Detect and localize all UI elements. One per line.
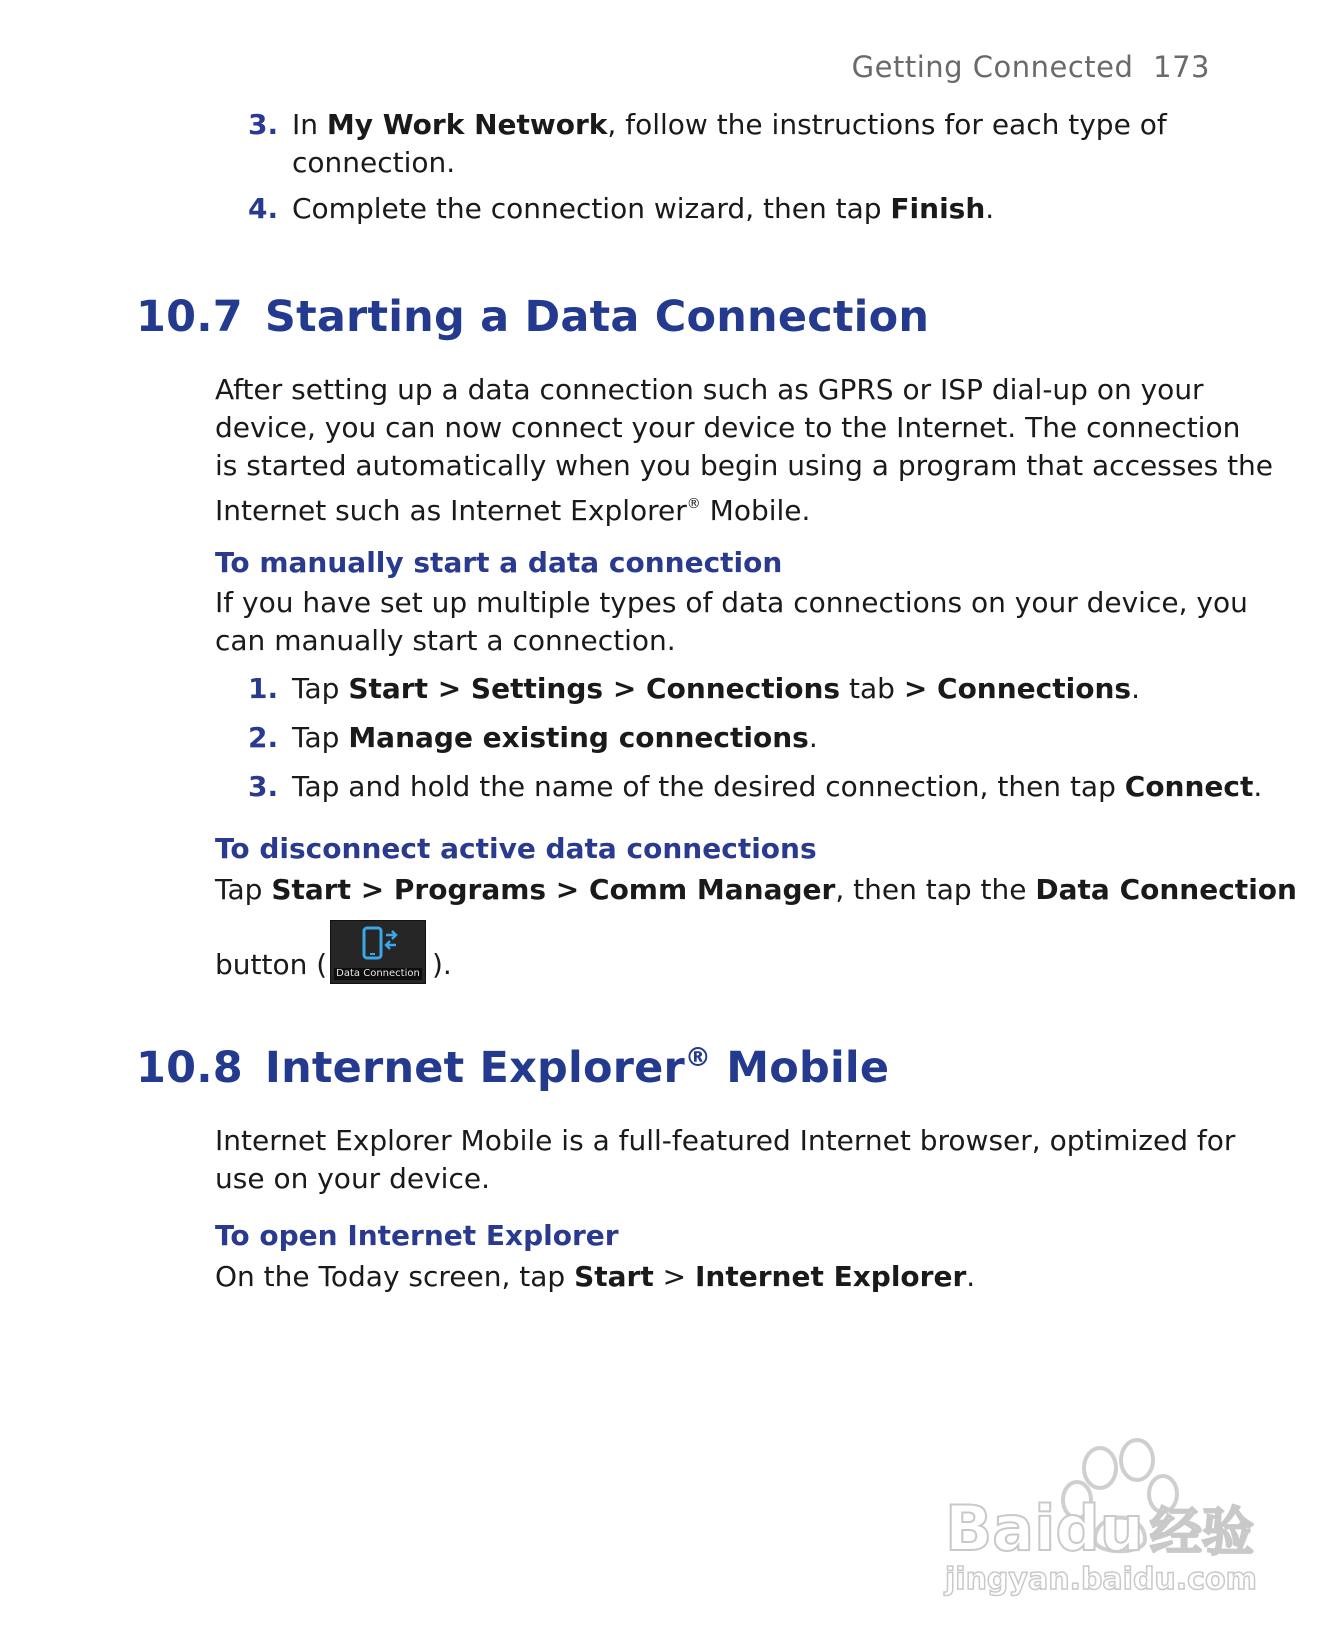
section-title-10-8 [136, 1043, 889, 1093]
step-text-part: In [292, 108, 327, 141]
paragraph-line [215, 485, 1273, 530]
section-number: 10.8 [136, 1043, 243, 1093]
paragraph-line: is started automatically when you begin using a program that accesses the [215, 449, 1274, 482]
paragraph-text: button ( [215, 948, 328, 981]
disconnect-line-2 [215, 946, 327, 984]
step-number: 3. [248, 108, 279, 141]
paragraph-text: On the Today screen, tap [215, 1260, 575, 1293]
section-number: 10.7 [136, 292, 243, 342]
paragraph-bold: Start > Programs > Comm Manager [271, 873, 836, 906]
disconnect-line-2-end [432, 946, 452, 984]
registered-mark: ® [684, 1043, 712, 1073]
step-text-part: , follow the instructions for each type of [607, 108, 1167, 141]
section-title-10-7 [136, 292, 929, 342]
step-number: 2. [248, 721, 279, 754]
page-number: 173 [1153, 50, 1210, 84]
step-number: 1. [248, 672, 279, 705]
baidu-watermark [945, 1420, 1265, 1600]
step-text-bold: Start > Settings > Connections [348, 672, 841, 705]
paragraph-text: Mobile. [700, 494, 811, 527]
step-text [292, 768, 1262, 806]
step-text-part: Tap [292, 672, 349, 705]
step-text [292, 190, 994, 228]
step-text-bold: > Connections [903, 672, 1132, 705]
section-10-8-paragraph [215, 1122, 1235, 1198]
section-10-7-paragraph [215, 371, 1273, 530]
step-text-part: connection. [292, 146, 456, 179]
step-text-part: . [808, 721, 818, 754]
paragraph-line: use on your device. [215, 1162, 490, 1195]
paragraph-line: device, you can now connect your device to the Internet. The connection [215, 411, 1241, 444]
paragraph-text: Internet such as Internet Explorer [215, 494, 687, 527]
step-text-part: . [985, 192, 995, 225]
paragraph-text: > [653, 1260, 696, 1293]
phone-arrows-icon [361, 926, 401, 968]
paragraph-line: can manually start a connection. [215, 624, 676, 657]
registered-mark: ® [686, 496, 701, 512]
step-text-bold: Manage existing connections [348, 721, 809, 754]
open-ie-line [215, 1258, 975, 1296]
step-text-bold: Connect [1124, 770, 1254, 803]
step-text-bold: My Work Network [326, 108, 608, 141]
manual-start-paragraph [215, 584, 1248, 660]
step-text-part: tab [840, 672, 904, 705]
disconnect-line-1 [215, 871, 1297, 909]
paragraph-line: If you have set up multiple types of data connections on your device, you [215, 586, 1248, 619]
paragraph-bold: Data Connection [1035, 873, 1297, 906]
watermark-url: jingyan.baidu.com [945, 1562, 1257, 1597]
step-text-part: Tap and hold the name of the desired connection, then tap [292, 770, 1125, 803]
running-header [852, 50, 1210, 84]
step-text [292, 719, 818, 757]
paragraph-text: ). [432, 948, 452, 981]
running-header-section: Getting Connected [851, 50, 1134, 84]
watermark-brand [945, 1490, 1254, 1565]
step-text-part: Complete the connection wizard, then tap [292, 192, 891, 225]
data-connection-label: Data Connection [334, 968, 422, 980]
paragraph-line: Internet Explorer Mobile is a full-featured Internet browser, optimized for [215, 1124, 1236, 1157]
step-text-part: Tap [292, 721, 349, 754]
paragraph-line: After setting up a data connection such as GPRS or ISP dial-up on your [215, 373, 1204, 406]
section-title-text: Starting a Data Connection [264, 292, 930, 342]
step-number: 3. [248, 770, 279, 803]
subheading-open-ie: To open Internet Explorer [215, 1219, 619, 1252]
data-connection-button [330, 920, 426, 984]
step-text-part: . [1253, 770, 1263, 803]
paragraph-text: , then tap the [835, 873, 1036, 906]
watermark-brand-bai: Bai [945, 1492, 1056, 1565]
step-text-bold: Finish [890, 192, 986, 225]
subheading-manual-start: To manually start a data connection [215, 546, 783, 579]
paragraph-bold: Internet Explorer [695, 1260, 967, 1293]
step-number: 4. [248, 192, 279, 225]
watermark-brand-cn: 经验 [1149, 1503, 1254, 1563]
subheading-disconnect: To disconnect active data connections [215, 832, 817, 865]
watermark-brand-du: du [1055, 1492, 1144, 1565]
step-text [292, 106, 1167, 182]
paragraph-text: . [966, 1260, 976, 1293]
section-title-text: Mobile [711, 1043, 890, 1093]
paragraph-bold: Start [574, 1260, 654, 1293]
section-title-text: Internet Explorer [264, 1043, 685, 1093]
step-text-part: . [1131, 672, 1140, 705]
step-text [292, 670, 1140, 708]
paragraph-text: Tap [215, 873, 272, 906]
